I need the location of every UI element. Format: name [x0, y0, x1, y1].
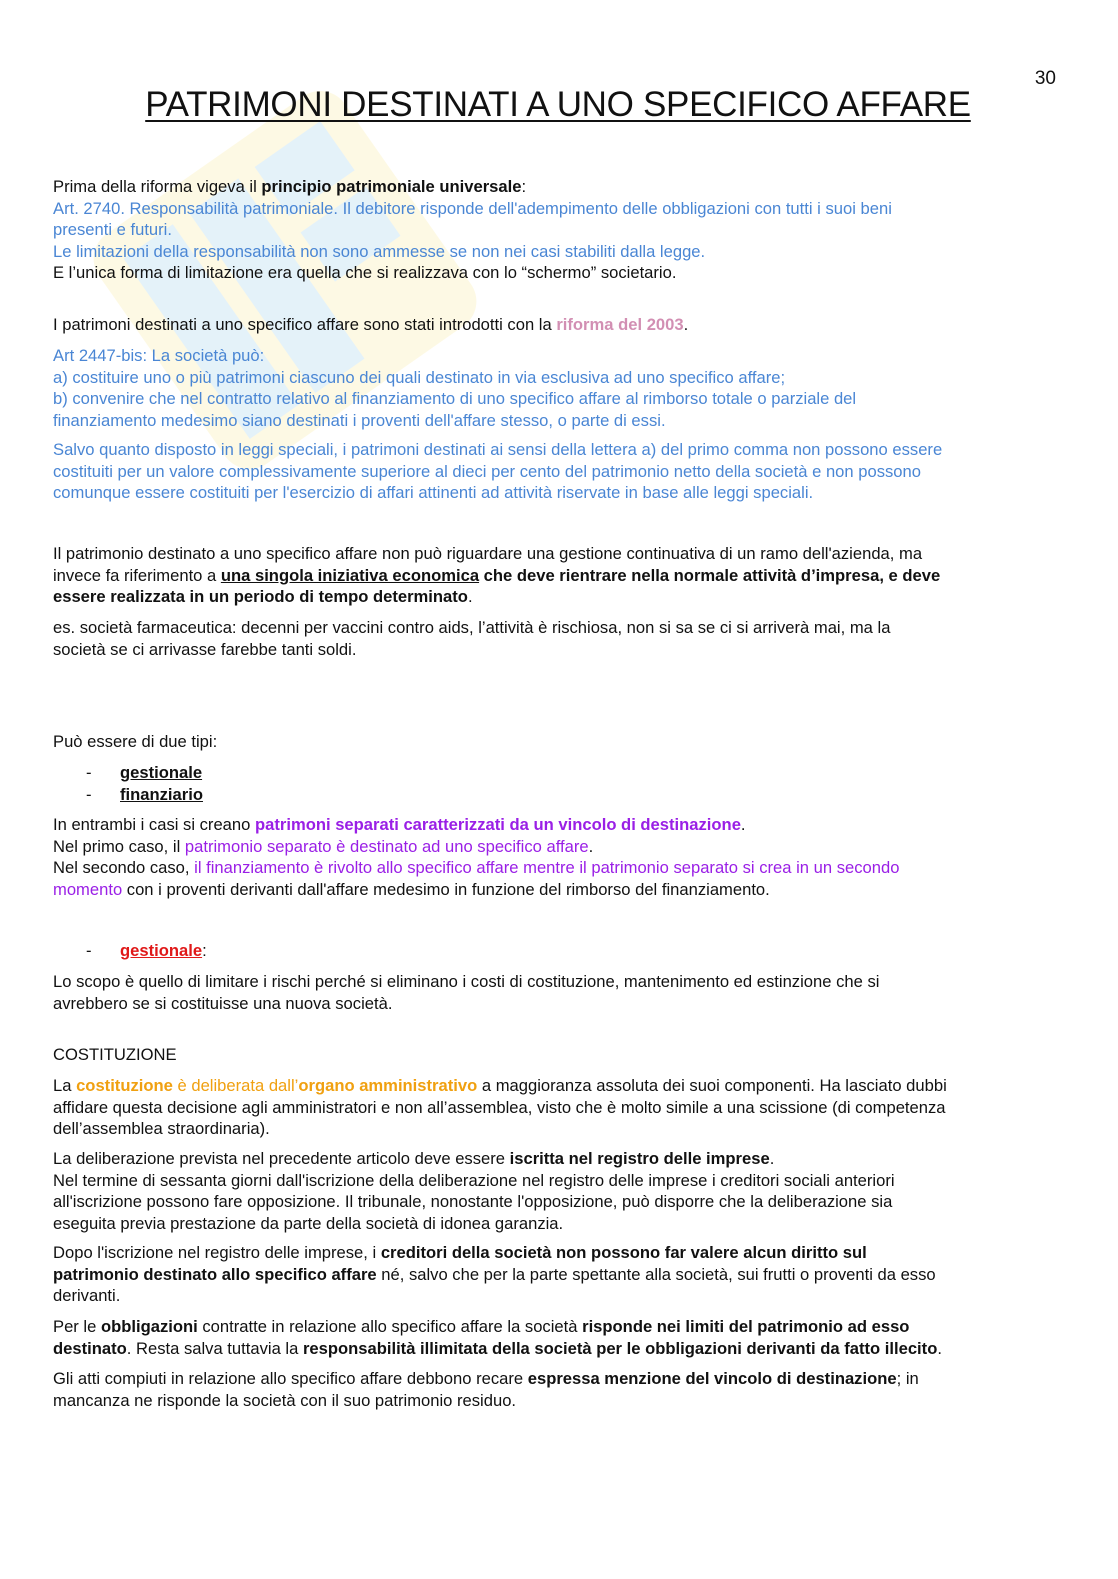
primo-caso-line: Nel primo caso, il patrimonio separato è destinato ad uno specifico affare.: [53, 836, 594, 856]
art2447-line-4: finanziamento medesimo siano destinati i proventi dell'affare stesso, o parte di essi.: [53, 410, 666, 430]
art2740-line-1: Art. 2740. Responsabilità patrimoniale. Il debitore risponde dell'adempimento delle obbligazioni con tutti i suoi beni: [53, 198, 892, 218]
esempio-section: [53, 617, 1063, 660]
riforma-line: I patrimoni destinati a uno specifico affare sono stati introdotti con la riforma del 2003.: [53, 315, 689, 334]
page-number: 30: [1034, 68, 1056, 89]
costituzione-heading: COSTITUZIONE: [53, 1045, 177, 1064]
tipi-section: [53, 731, 1063, 753]
tipi-intro: Può essere di due tipi:: [53, 732, 218, 751]
iniziativa-line-1: Il patrimonio destinato a uno specifico affare non può riguardare una gestione continuativa di un ramo dell'azienda, ma: [53, 544, 923, 563]
art2447-section: [53, 345, 1063, 431]
art2447-line-7: comunque essere costituiti per l'esercizio di affari attinenti ad attività riservate in base alle leggi speciali.: [53, 483, 814, 502]
costituzione-p2: La deliberazione prevista nel precedente articolo deve essere iscritta nel registro delle imprese. Nel termine di sessanta giorni dall'iscrizione della deliberazione nel registro delle imprese i creditori sociali anteriori all'iscrizione possono fare opposizione. Il tribunale, nonostante l'opposizione, può disporre che la deliberazione sia eseguita previa prestazione da parte della società di idonea garanzia.: [53, 1149, 895, 1233]
page-title: PATRIMONI DESTINATI A UNO SPECIFICO AFFARE: [145, 85, 971, 124]
costituzione-p5: Gli atti compiuti in relazione allo specifico affare debbono recare espressa menzione del vincolo di destinazione; in mancanza ne risponde la società con il suo patrimonio residuo.: [53, 1369, 919, 1410]
art2447-line-3: b) convenire che nel contratto relativo al finanziamento di uno specifico affare al rimborso totale o parziale del: [53, 389, 857, 408]
separati-line: In entrambi i casi si creano patrimoni separati caratterizzati da un vincolo di destinazione.: [53, 815, 746, 834]
iniziativa-line-2: invece fa riferimento a una singola iniziativa economica che deve rientrare nella normale attività d’impresa, e deve: [53, 565, 941, 585]
art2447-line-1: Art 2447-bis: La società può:: [53, 346, 265, 365]
list-item-finanziario: - finanziario: [86, 784, 203, 804]
costituzione-p4: Per le obbligazioni contratte in relazione allo specifico affare la società risponde nei limiti del patrimonio ad esso destinato. Resta salva tuttavia la responsabilità illimitata della società per le obbligazioni derivanti da fatto illecito.: [53, 1317, 942, 1358]
iniziativa-line-3: essere realizzata in un periodo di tempo determinato.: [53, 587, 473, 606]
costituzione-p3: Dopo l'iscrizione nel registro delle imprese, i creditori della società non possono far valere alcun diritto sul patrimonio destinato allo specifico affare né, salvo che per la parte spettante alla società, sui frutti o proventi da esso derivanti.: [53, 1243, 936, 1305]
secondo-caso-line-2: momento con i proventi derivanti dall'affare medesimo in funzione del rimborso del finanziamento.: [53, 879, 770, 899]
costituzione-p1: La costituzione è deliberata dall’organo amministrativo a maggioranza assoluta dei suoi componenti. Ha lasciato dubbi affidare questa decisione agli amministratori e non all’assemblea, visto che è molto simile a una scissione (di competenza dell’assemblea straordinaria).: [53, 1076, 947, 1138]
gestionale-heading: - gestionale:: [86, 941, 207, 960]
schermo-line: E l’unica forma di limitazione era quella che si realizzava con lo “schermo” societario.: [53, 263, 677, 282]
esempio-line-2: società se ci arrivasse farebbe tanti soldi.: [53, 639, 357, 659]
riforma-section: [53, 314, 1063, 336]
intro-line: Prima della riforma vigeva il principio patrimoniale universale:: [53, 177, 527, 196]
esempio-line-1: es. società farmaceutica: decenni per vaccini contro aids, l’attività è rischiosa, non si sa se ci si arriverà mai, ma la: [53, 618, 891, 637]
art2740-line-3: Le limitazioni della responsabilità non sono ammesse se non nei casi stabiliti dalla legge.: [53, 241, 706, 261]
iniziativa-section: [53, 543, 1063, 608]
list-item-gestionale: - gestionale: [86, 763, 203, 782]
tipi-list: [53, 762, 1063, 805]
intro-section: [53, 176, 1063, 284]
art2447-line-2: a) costituire uno o più patrimoni ciascuno dei quali destinato in via esclusiva ad uno specifico affare;: [53, 367, 786, 387]
gestionale-section: [53, 971, 1063, 1014]
tipi-description: [53, 814, 1063, 900]
gestionale-line-1: Lo scopo è quello di limitare i rischi perché si eliminano i costi di costituzione, mantenimento ed estinzione che si: [53, 972, 880, 991]
art2447-line-6: costituiti per un valore complessivamente superiore al dieci per cento del patrimonio netto della società e non possono: [53, 461, 921, 481]
art2447-limits: [53, 439, 1063, 504]
art2447-line-5: Salvo quanto disposto in leggi speciali, i patrimoni destinati ai sensi della lettera a) del primo comma non possono essere: [53, 440, 943, 459]
gestionale-line-2: avrebbero se si costituisse una nuova società.: [53, 993, 393, 1013]
art2740-line-2: presenti e futuri.: [53, 220, 172, 239]
secondo-caso-line: Nel secondo caso, il finanziamento è rivolto allo specifico affare mentre il patrimonio separato si crea in un secondo: [53, 858, 900, 877]
